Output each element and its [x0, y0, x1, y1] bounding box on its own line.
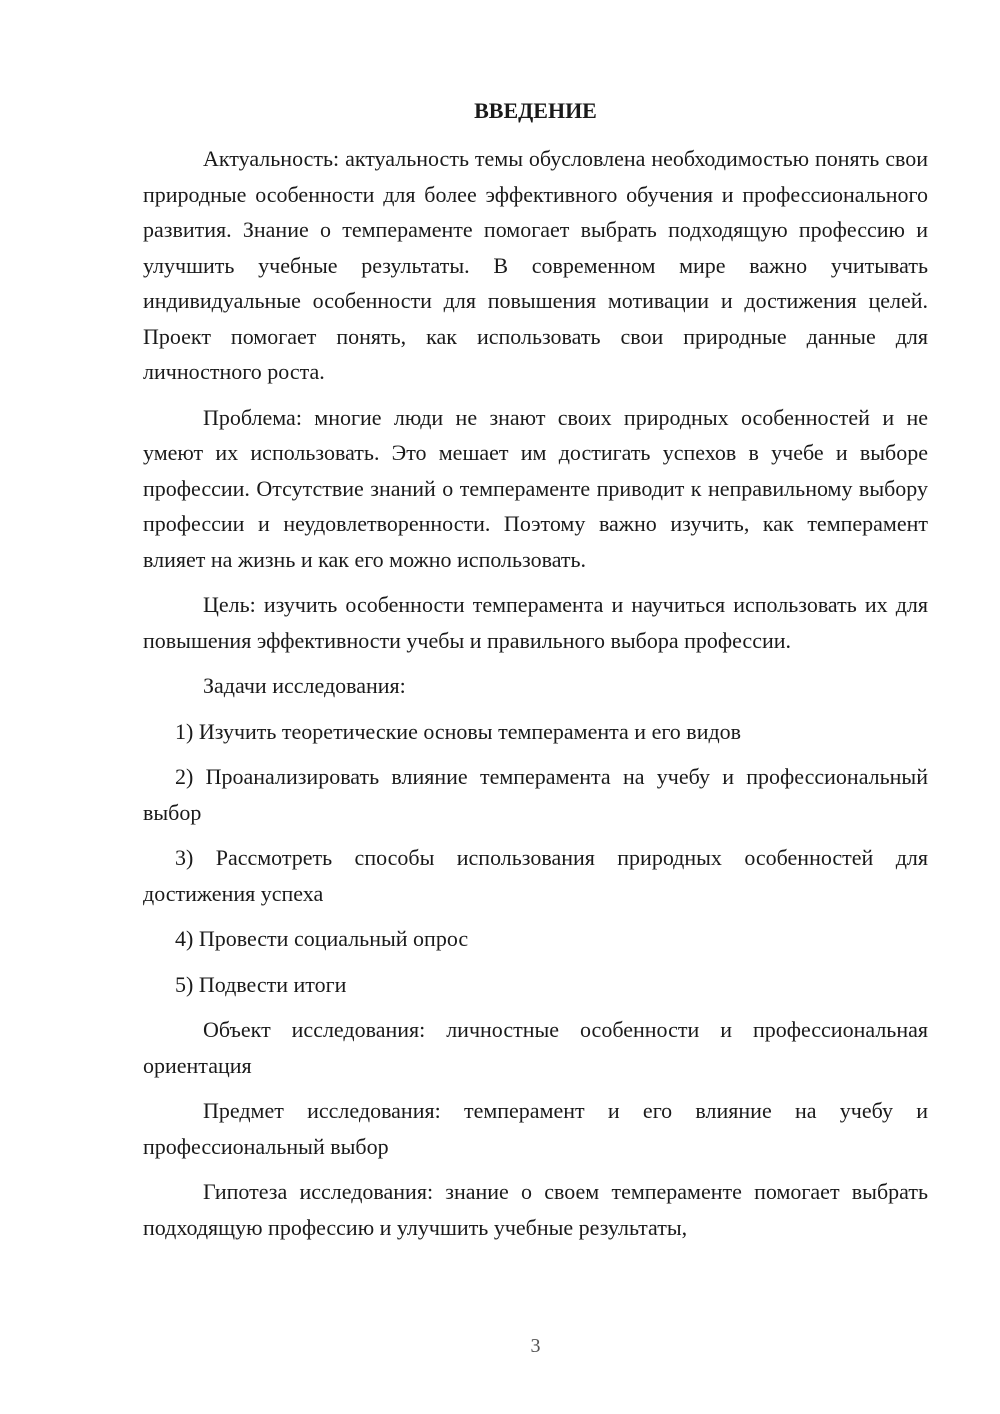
paragraph-object: Объект исследования: личностные особенности и профессиональная ориентация: [143, 1017, 928, 1078]
task-item: 4) Провести социальный опрос: [175, 926, 469, 951]
page-number: 3: [530, 1335, 541, 1357]
task-item: 3) Рассмотреть способы использования природных особенностей для достижения успеха: [143, 845, 928, 906]
task-item: 5) Подвести итоги: [175, 971, 347, 997]
paragraph-actuality: Актуальность: актуальность темы обусловлена необходимостью понять свои природные особенности для более эффективного обучения и профессионального развития. Знание о темпераменте помогает выбрать подходящую профессию и улучшить учебные результаты. В современном мире важно учитывать индивидуальные особенности для повышения мотивации и достижения целей. Проект помогает понять, как использовать свои природные данные для личностного роста.: [143, 146, 928, 384]
paragraph-subject: Предмет исследования: темперамент и его влияние на учебу и профессиональный выбор: [143, 1098, 928, 1159]
paragraph-goal: Цель: изучить особенности темперамента и научиться использовать их для повышения эффективности учебы и правильного выбора профессии.: [143, 592, 928, 653]
task-item: 2) Проанализировать влияние темперамента на учебу и профессиональный выбор: [143, 764, 928, 825]
paragraph-hypothesis: Гипотеза исследования: знание о своем темпераменте помогает выбрать подходящую профессию и улучшить учебные результаты,: [143, 1179, 928, 1240]
tasks-heading: Задачи исследования:: [203, 673, 406, 698]
task-item: 1) Изучить теоретические основы темперамента и его видов: [175, 718, 742, 744]
document-body: [143, 141, 928, 1255]
paragraph-problem: Проблема: многие люди не знают своих природных особенностей и не умеют их использовать. Это мешает им достигать успехов в учебе и выборе профессии. Отсутствие знаний о темпераменте приводит к неправильному выбору профессии и неудовлетворенности. Поэтому важно изучить, как темперамент влияет на жизнь и как его можно использовать.: [143, 404, 928, 572]
page-title: ВВЕДЕНИЕ: [474, 98, 597, 123]
